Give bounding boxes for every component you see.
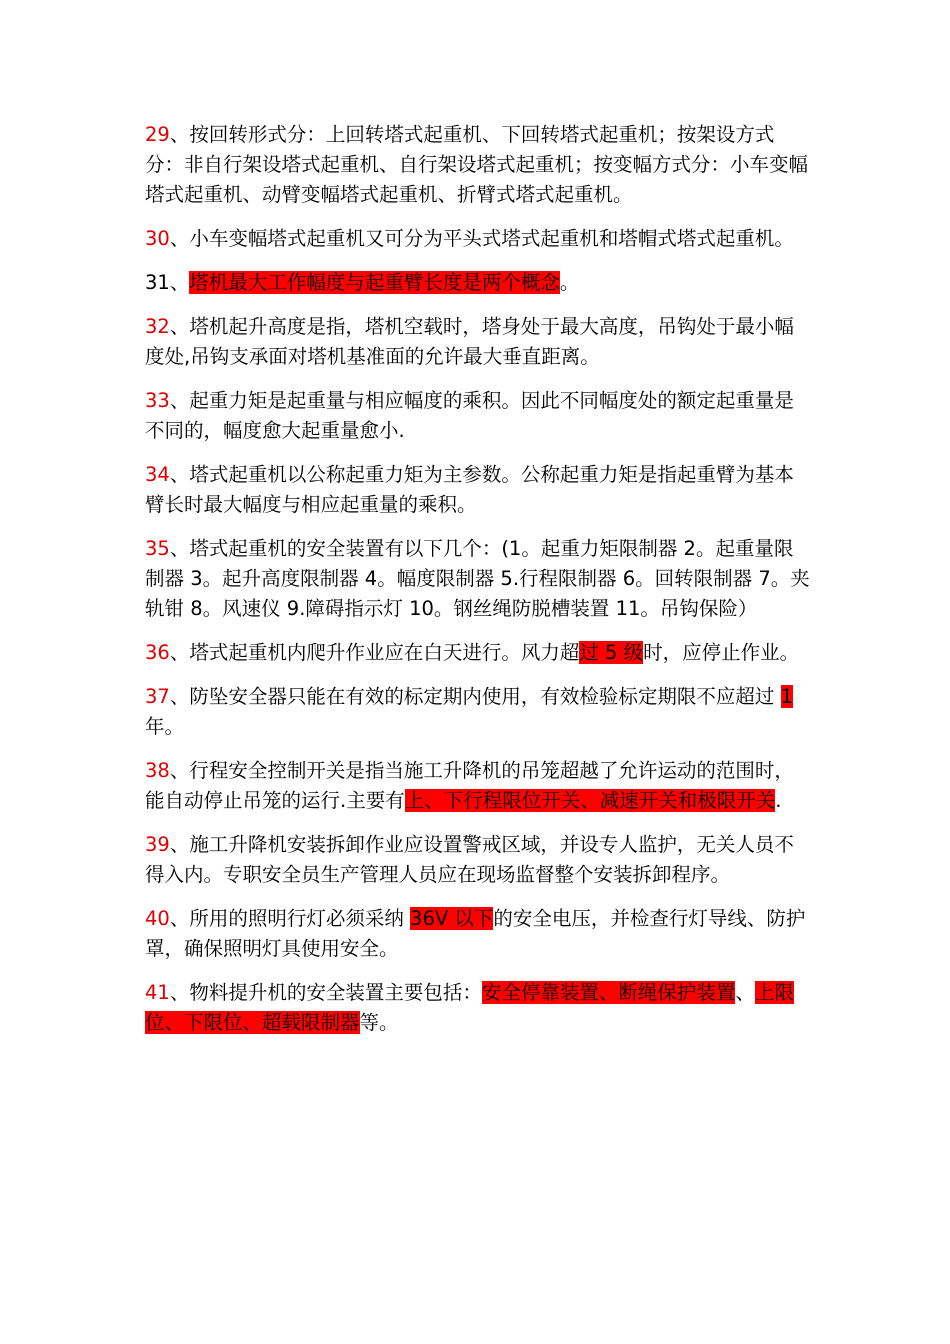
highlighted-text: 1 xyxy=(780,685,793,708)
paragraph-text: 、按回转形式分：上回转塔式起重机、下回转塔式起重机；按架设方式分：非自行架设塔式起重机、自行架设塔式起重机；按变幅方式分：小车变幅塔式起重机、动臂变幅塔式起重机、折臂式塔式起重机。 xyxy=(145,123,809,206)
document-body xyxy=(145,120,810,1052)
paragraph-item-31 xyxy=(145,268,810,298)
item-number: 36 xyxy=(145,641,170,664)
highlighted-text: 上限位、下限位、超载限制器 xyxy=(145,981,794,1034)
paragraph-item-34 xyxy=(145,460,810,520)
highlighted-text: 安全停靠装置、断绳保护装置 xyxy=(481,981,736,1004)
paragraph-text: 时，应停止作业。 xyxy=(643,641,800,664)
paragraph-item-32 xyxy=(145,312,810,372)
paragraph-text: 年。 xyxy=(145,715,185,738)
paragraph-text: 、施工升降机安装拆卸作业应设置警戒区域，并设专人监护，无关人员不得入内。专职安全员生产管理人员应在现场监督整个安装拆卸程序。 xyxy=(145,833,794,886)
paragraph-item-41 xyxy=(145,978,810,1038)
item-number: 29 xyxy=(145,123,170,146)
item-number: 32 xyxy=(145,315,170,338)
paragraph-item-30 xyxy=(145,224,810,254)
item-number: 39 xyxy=(145,833,170,856)
item-number: 37 xyxy=(145,685,170,708)
paragraph-text: 等。 xyxy=(359,1011,399,1034)
item-number: 41 xyxy=(145,981,170,1004)
paragraph-text: 、塔式起重机内爬升作业应在白天进行。风力超 xyxy=(169,641,580,664)
paragraph-text: 、防坠安全器只能在有效的标定期内使用，有效检验标定期限不应超过 xyxy=(169,685,781,708)
item-number: 30 xyxy=(145,227,170,250)
paragraph-text: 、物料提升机的安全装置主要包括： xyxy=(169,981,482,1004)
highlighted-text: 过 5 级 xyxy=(579,641,644,664)
paragraph-text: 、 xyxy=(735,981,755,1004)
paragraph-text: 、塔式起重机的安全装置有以下几个：(1。起重力矩限制器 2。起重量限制器 3。起升高度限制器 4。幅度限制器 5.行程限制器 6。回转限制器 7。夹轨钳 8。风速仪 9.障碍指示灯 10。钢丝绳防脱槽装置 11。吊钩保险） xyxy=(145,537,810,620)
paragraph-item-39 xyxy=(145,830,810,890)
paragraph-item-36 xyxy=(145,638,810,668)
paragraph-text: . xyxy=(775,789,782,812)
paragraph-item-33 xyxy=(145,386,810,446)
paragraph-text: 、行程安全控制开关是指当施工升降机的吊笼超越了允许运动的范围时，能自动停止吊笼的运行.主要有 xyxy=(145,759,794,812)
paragraph-text: 、塔机起升高度是指，塔机空载时，塔身处于最大高度，吊钩处于最小幅度处,吊钩支承面对塔机基准面的允许最大垂直距离。 xyxy=(145,315,794,368)
paragraph-text: 。 xyxy=(559,271,580,294)
paragraph-item-40 xyxy=(145,904,810,964)
paragraph-text: 、起重力矩是起重量与相应幅度的乘积。因此不同幅度处的额定起重量是不同的，幅度愈大起重量愈小. xyxy=(145,389,794,442)
paragraph-text: 的安全电压，并检查行灯导线、防护罩，确保照明灯具使用安全。 xyxy=(145,907,806,960)
highlighted-text: 上、下行程限位开关、减速开关和极限开关 xyxy=(404,789,776,812)
paragraph-text: 、小车变幅塔式起重机又可分为平头式塔式起重机和塔帽式塔式起重机。 xyxy=(169,227,794,250)
item-number: 40 xyxy=(145,907,170,930)
paragraph-item-35 xyxy=(145,534,810,624)
paragraph-text: 、塔式起重机以公称起重力矩为主参数。公称起重力矩是指起重臂为基本臂长时最大幅度与相应起重量的乘积。 xyxy=(145,463,794,516)
paragraph-item-37 xyxy=(145,682,810,742)
item-number: 38 xyxy=(145,759,170,782)
highlighted-text: 36V 以下 xyxy=(410,907,494,930)
item-number: 31 xyxy=(145,271,170,294)
item-number: 35 xyxy=(145,537,170,560)
paragraph-item-38 xyxy=(145,756,810,816)
paragraph-item-29 xyxy=(145,120,810,210)
highlighted-text: 塔机最大工作幅度与起重臂长度是两个概念 xyxy=(189,271,560,294)
item-number: 33 xyxy=(145,389,170,412)
paragraph-text: 、 xyxy=(169,271,190,294)
paragraph-text: 、所用的照明行灯必须采纳 xyxy=(169,907,411,930)
item-number: 34 xyxy=(145,463,170,486)
